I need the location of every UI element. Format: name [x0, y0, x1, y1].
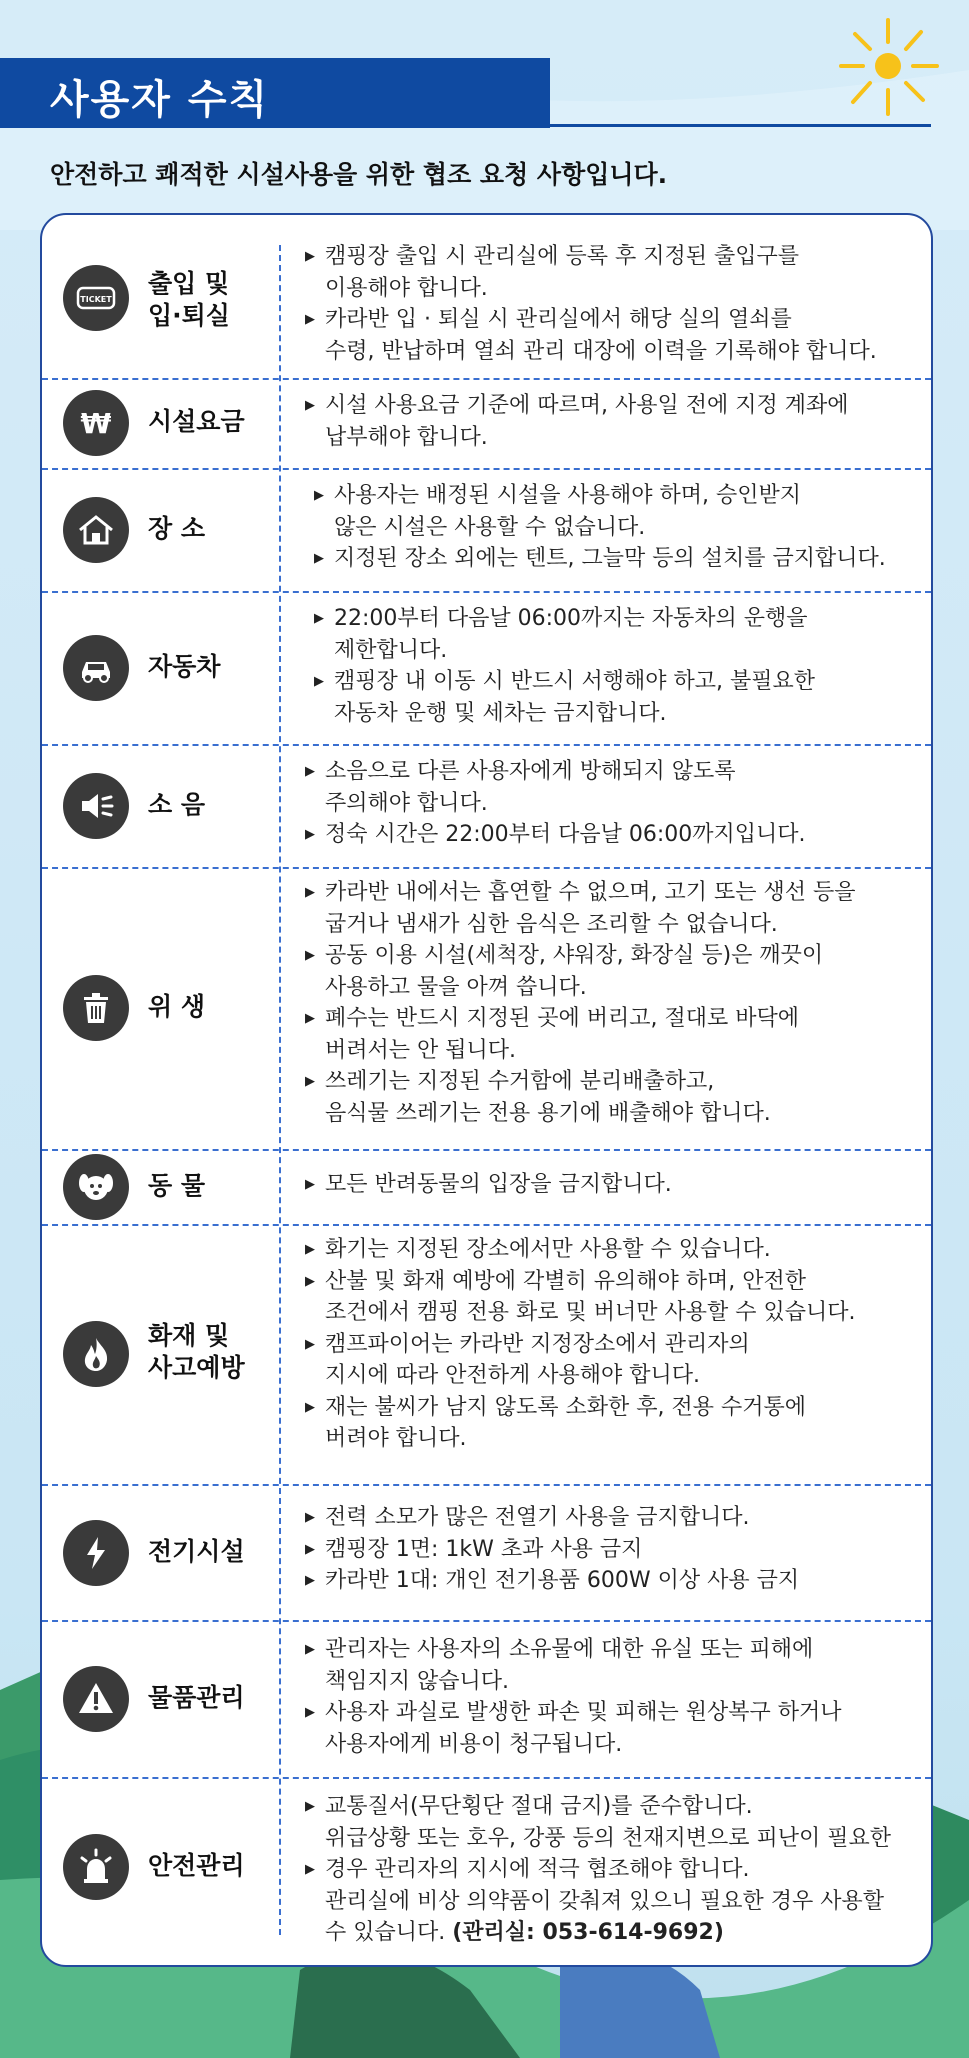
title-underline	[0, 124, 931, 127]
section-label: 안전관리	[148, 1851, 245, 1880]
section-label: 소 음	[148, 790, 206, 819]
warning-icon	[63, 1666, 129, 1732]
rule-item	[305, 1854, 921, 1949]
fire-icon	[63, 1321, 129, 1387]
section-electricity	[42, 1484, 931, 1622]
dog-icon	[63, 1154, 129, 1220]
contact-number: (관리실: 053-614-9692)	[452, 1920, 724, 1945]
electricity-icon	[63, 1520, 129, 1586]
rule-item: ▶ 22:00부터 다음날 06:00까지는 자동차의 운행을 제한합니다.	[314, 603, 917, 666]
sun-icon	[833, 16, 943, 126]
rule-item: ▶ 산불 및 화재 예방에 각별히 유의해야 하며, 안전한 조건에서 캠핑 전용 화로 및 버너만 사용할 수 있습니다.	[305, 1266, 917, 1329]
trash-icon	[63, 975, 129, 1041]
rule-item: ▶ 폐수는 반드시 지정된 곳에 버리고, 절대로 바닥에 버려서는 안 됩니다.	[305, 1003, 917, 1066]
rule-item: ▶ 시설 사용요금 기준에 따르며, 사용일 전에 지정 계좌에 납부해야 합니다.	[305, 390, 917, 453]
house-icon	[63, 497, 129, 563]
rule-item: ▶ 사용자 과실로 발생한 파손 및 피해는 원상복구 하거나 사용자에게 비용이 청구됩니다.	[305, 1697, 917, 1760]
ticket-icon	[63, 265, 129, 331]
speaker-icon	[63, 773, 129, 839]
rule-item: ▶ 캠핑장 출입 시 관리실에 등록 후 지정된 출입구를 이용해야 합니다.	[305, 241, 917, 304]
rule-item: ▶ 쓰레기는 지정된 수거함에 분리배출하고, 음식물 쓰레기는 전용 용기에 배출해야 합니다.	[305, 1066, 917, 1129]
rules-card	[40, 213, 933, 1967]
rule-item: ▶ 모든 반려동물의 입장을 금지합니다.	[305, 1169, 917, 1201]
section-safety	[42, 1777, 931, 1965]
section-label: 시설요금	[148, 407, 245, 436]
rule-item: ▶ 정숙 시간은 22:00부터 다음날 06:00까지입니다.	[305, 819, 917, 851]
rule-item: ▶ 화기는 지정된 장소에서만 사용할 수 있습니다.	[305, 1234, 917, 1266]
svg-text:₩: ₩	[80, 407, 112, 440]
rule-item: ▶ 카라반 1대: 개인 전기용품 600W 이상 사용 금지	[305, 1565, 917, 1597]
section-noise	[42, 744, 931, 869]
section-fire	[42, 1224, 931, 1486]
section-label: 위 생	[148, 992, 206, 1021]
section-entry	[42, 215, 931, 380]
rule-item: ▶ 캠핑장 1면: 1kW 초과 사용 금지	[305, 1534, 917, 1566]
section-label: 자동차	[148, 652, 221, 681]
section-label: 화재 및 사고예방	[148, 1321, 245, 1382]
section-label: 장 소	[148, 514, 206, 543]
section-label: 전기시설	[148, 1537, 245, 1566]
section-car	[42, 591, 931, 746]
car-icon	[63, 635, 129, 701]
rule-item: ▶ 교통질서(무단횡단 절대 금지)를 준수합니다. 위급상황 또는 호우, 강풍 등의 천재지변으로 피난이 필요한	[305, 1791, 921, 1854]
siren-icon	[63, 1834, 129, 1900]
page-subtitle: 안전하고 쾌적한 시설사용을 위한 협조 요청 사항입니다.	[50, 160, 668, 189]
section-hygiene	[42, 867, 931, 1151]
section-place	[42, 468, 931, 593]
section-fee	[42, 378, 931, 470]
rule-item: ▶ 공동 이용 시설(세척장, 샤워장, 화장실 등)은 깨끗이 사용하고 물을 아껴 씁니다.	[305, 940, 917, 1003]
rule-item: ▶ 캠핑장 내 이동 시 반드시 서행해야 하고, 불필요한 자동차 운행 및 세차는 금지합니다.	[314, 666, 917, 729]
page-title: 사용자 수칙	[50, 77, 270, 123]
won-icon	[63, 390, 129, 456]
section-animals	[42, 1149, 931, 1226]
section-label: 출입 및 입·퇴실	[148, 269, 230, 330]
title-banner	[0, 58, 550, 128]
rule-item: ▶ 전력 소모가 많은 전열기 사용을 금지합니다.	[305, 1502, 917, 1534]
rule-text: 경우 관리자의 지시에 적극 협조해야 합니다. 관리실에 비상 의약품이 갖춰져 있으니 필요한 경우 사용할 수 있습니다.	[325, 1857, 885, 1945]
section-label: 물품관리	[148, 1683, 245, 1712]
rule-item: ▶ 관리자는 사용자의 소유물에 대한 유실 또는 피해에 책임지지 않습니다.	[305, 1634, 917, 1697]
rule-item: ▶ 지정된 장소 외에는 텐트, 그늘막 등의 설치를 금지합니다.	[314, 543, 917, 575]
svg-text:TICKET: TICKET	[80, 295, 112, 304]
rule-item: ▶ 카라반 입 · 퇴실 시 관리실에서 해당 실의 열쇠를 수령, 반납하며 열쇠 관리 대장에 이력을 기록해야 합니다.	[305, 304, 917, 367]
rule-item: ▶ 캠프파이어는 카라반 지정장소에서 관리자의 지시에 따라 안전하게 사용해야 합니다.	[305, 1329, 917, 1392]
rule-item: ▶ 재는 불씨가 남지 않도록 소화한 후, 전용 수거통에 버려야 합니다.	[305, 1392, 917, 1455]
rule-item: ▶ 사용자는 배정된 시설을 사용해야 하며, 승인받지 않은 시설은 사용할 수 없습니다.	[314, 480, 917, 543]
rule-item: ▶ 카라반 내에서는 흡연할 수 없으며, 고기 또는 생선 등을 굽거나 냄새가 심한 음식은 조리할 수 없습니다.	[305, 877, 917, 940]
section-label: 동 물	[148, 1171, 206, 1200]
rule-item: ▶ 소음으로 다른 사용자에게 방해되지 않도록 주의해야 합니다.	[305, 756, 917, 819]
section-property	[42, 1620, 931, 1779]
